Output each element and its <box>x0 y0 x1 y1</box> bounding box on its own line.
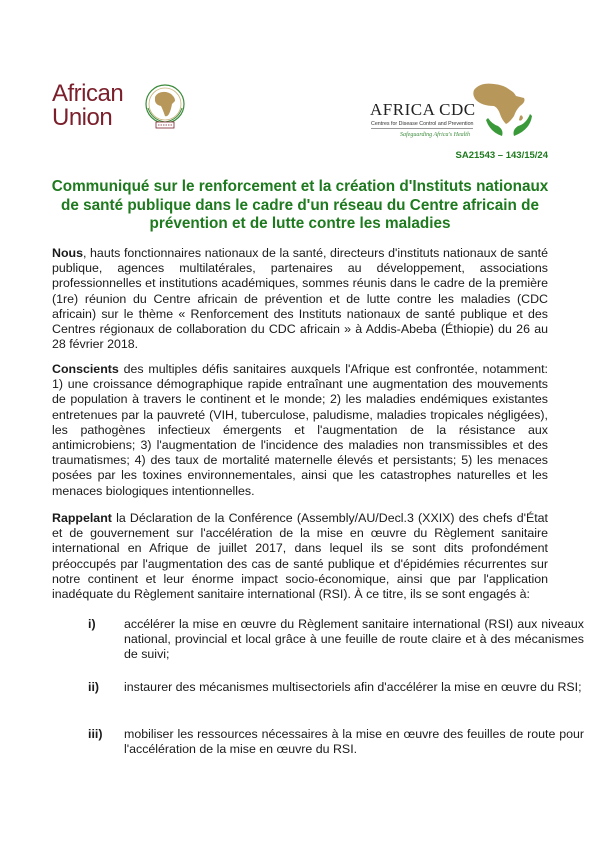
paragraph-conscients <box>52 362 548 499</box>
paragraph-nous <box>52 246 548 352</box>
document-title: Communiqué sur le renforcement et la création d'Instituts nationaux de santé publique dans le cadre d'un réseau du Centre africain de prévention et de lutte contre les maladies <box>51 178 549 232</box>
paragraph-rappelant <box>52 511 548 602</box>
africa-cdc-subtitle: Centres for Disease Control and Prevention <box>371 121 474 127</box>
au-logo-line2: Union <box>52 104 113 131</box>
africa-cdc-title: AFRICA CDC <box>370 100 476 119</box>
list-item-number: i) <box>88 617 96 631</box>
list-item <box>88 727 584 757</box>
africa-cdc-logo <box>370 80 550 142</box>
au-emblem-icon <box>142 82 188 132</box>
paragraph-lead: Conscients <box>52 362 119 376</box>
paragraph-text: , hauts fonctionnaires nationaux de la santé, directeurs d'instituts nationaux de santé publique, agences multilatérales, partenaires au développement, associations professionnelles et institutions académiques, sommes réunis dans le cadre de la première (1re) réunion du Centre africain de prévention et de lutte contre les maladies (CDC africain) sur le thème « Renforcement des Instituts nationaux de santé publique et des Centres régionaux de collaboration du CDC africain » à Addis-Abeba (Éthiopie) du 26 au 28 février 2018. <box>52 246 548 352</box>
list-item <box>88 680 584 695</box>
african-union-logo <box>52 82 192 134</box>
list-item-text: instaurer des mécanismes multisectoriels afin d'accélérer la mise en œuvre du RSI; <box>124 680 582 694</box>
list-item-text: mobiliser les ressources nécessaires à la mise en œuvre des feuilles de route pour l'accélération de la mise en œuvre du RSI. <box>124 727 584 757</box>
list-item-text: accélérer la mise en œuvre du Règlement sanitaire international (RSI) aux niveaux national, provincial et local grâce à une feuille de route claire et à des mécanismes de suivi; <box>124 617 584 662</box>
document-reference-number: SA21543 – 143/15/24 <box>455 150 548 161</box>
list-item-number: iii) <box>88 727 103 741</box>
africa-cdc-tagline: Safeguarding Africa's Health <box>400 132 470 138</box>
paragraph-text: la Déclaration de la Conférence (Assembly/AU/Decl.3 (XXIX) des chefs d'État et de gouvernement sur l'accélération de la mise en œuvre du Règlement sanitaire international en Afrique de juillet 2017, dans lequel ils se sont dits profondément préoccupés par l'augmentation des cas de santé publique et d'épidémies récurrentes sur notre continent et leur énorme impact socio-économique, ainsi que par l'application inadéquate du Règlement sanitaire international (RSI). À ce titre, ils se sont engagés à: <box>52 511 548 602</box>
african-union-wordmark <box>52 82 123 130</box>
list-item-number: ii) <box>88 680 100 694</box>
africa-map-hands-icon <box>468 80 548 142</box>
list-item <box>88 617 584 663</box>
paragraph-text: des multiples défis sanitaires auxquels l'Afrique est confrontée, notamment: 1) une croissance démographique rapide entraînant une augmentation des mouvements de population à travers le continent et le monde; 2) les maladies endémiques existantes entretenues par la pauvreté (VIH, tuberculose, paludisme, maladies tropicales négligées), les pathogènes infectieux émergents et l'augmentation de la résistance aux antimicrobiens; 3) l'augmentation de l'incidence des maladies non transmissibles et des traumatismes; 4) des taux de mortalité maternelle élevés et persistants; 5) les menaces posées par les toxines environnementales, ainsi que les catastrophes naturelles et les menaces biologiques intentionnelles. <box>52 362 548 498</box>
au-logo-line1: African <box>52 80 124 107</box>
paragraph-lead: Nous <box>52 246 83 260</box>
paragraph-lead: Rappelant <box>52 511 112 525</box>
